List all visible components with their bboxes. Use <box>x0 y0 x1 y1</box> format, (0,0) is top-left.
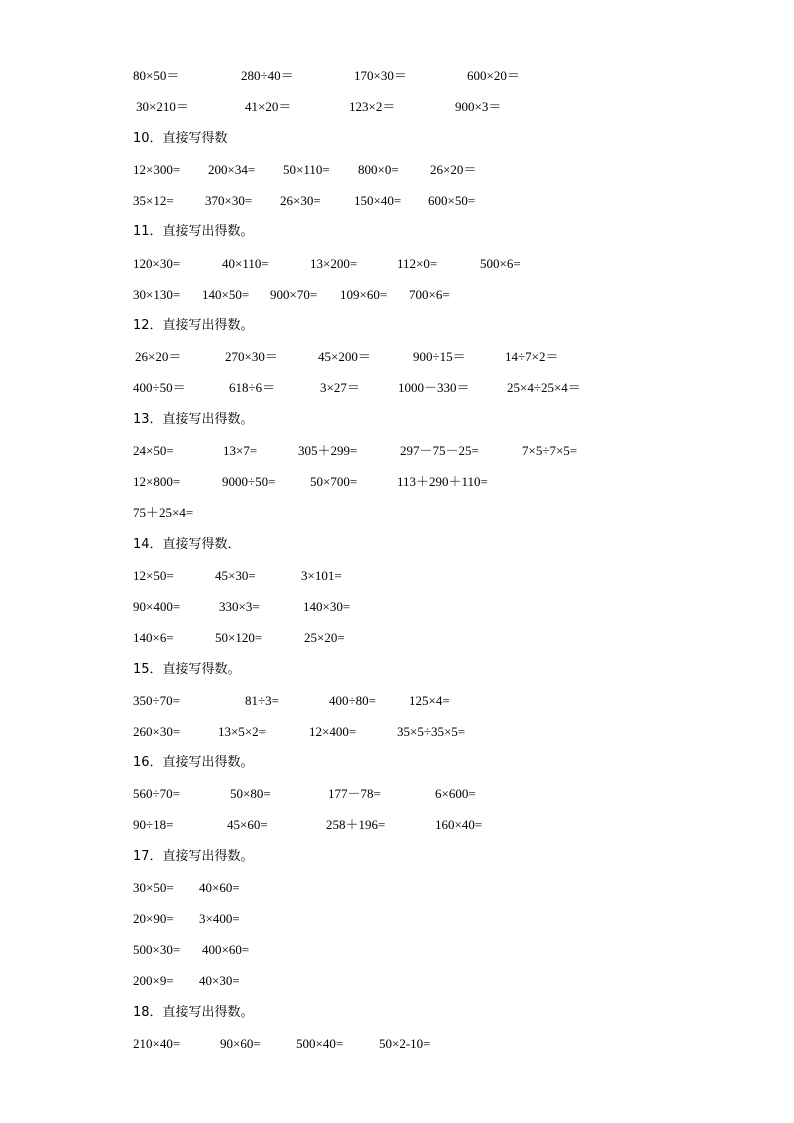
arithmetic-problem: 900×3＝ <box>455 99 502 114</box>
arithmetic-problem: 25×4÷25×4＝ <box>507 380 581 395</box>
problem-row <box>0 503 794 523</box>
arithmetic-problem: 81÷3= <box>245 693 279 708</box>
arithmetic-problem: 3×27＝ <box>320 380 360 395</box>
arithmetic-problem: 500×30= <box>133 942 181 957</box>
arithmetic-problem: 280÷40＝ <box>241 68 294 83</box>
arithmetic-problem: 13×5×2= <box>218 724 266 739</box>
arithmetic-problem: 40×30= <box>199 973 240 988</box>
arithmetic-problem: 900×70= <box>270 287 318 302</box>
arithmetic-problem: 400÷80= <box>329 693 376 708</box>
arithmetic-problem: 12×800= <box>133 474 181 489</box>
arithmetic-problem: 12×300= <box>133 162 181 177</box>
arithmetic-problem: 40×110= <box>222 256 269 271</box>
question-heading-s14: 14．直接写得数． <box>133 537 241 552</box>
arithmetic-problem: 330×3= <box>219 599 260 614</box>
arithmetic-problem: 25×20= <box>304 630 345 645</box>
arithmetic-problem: 500×40= <box>296 1036 344 1051</box>
arithmetic-problem: 24×50= <box>133 443 174 458</box>
arithmetic-problem: 600×20＝ <box>467 68 520 83</box>
arithmetic-problem: 700×6= <box>409 287 450 302</box>
question-heading-s18: 18．直接写出得数。 <box>133 1005 254 1020</box>
arithmetic-problem: 140×6= <box>133 630 174 645</box>
question-heading-s16: 16．直接写出得数。 <box>133 755 254 770</box>
arithmetic-problem: 50×110= <box>283 162 330 177</box>
arithmetic-problem: 150×40= <box>354 193 402 208</box>
arithmetic-problem: 30×130= <box>133 287 181 302</box>
arithmetic-problem: 50×80= <box>230 786 271 801</box>
arithmetic-problem: 90÷18= <box>133 817 174 832</box>
arithmetic-problem: 260×30= <box>133 724 181 739</box>
arithmetic-problem: 30×50= <box>133 880 174 895</box>
arithmetic-problem: 6×600= <box>435 786 476 801</box>
problem-row <box>0 971 794 991</box>
problem-row <box>0 378 794 398</box>
arithmetic-problem: 90×400= <box>133 599 181 614</box>
question-heading-s10: 10．直接写得数 <box>133 131 228 146</box>
arithmetic-problem: 90×60= <box>220 1036 261 1051</box>
arithmetic-problem: 45×200＝ <box>318 349 371 364</box>
problem-row <box>0 628 794 648</box>
arithmetic-problem: 13×7= <box>223 443 258 458</box>
arithmetic-problem: 210×40= <box>133 1036 181 1051</box>
problem-row <box>0 254 794 274</box>
arithmetic-problem: 1000－330＝ <box>398 380 470 395</box>
problem-row <box>0 66 794 86</box>
arithmetic-problem: 120×30= <box>133 256 181 271</box>
arithmetic-problem: 170×30＝ <box>354 68 407 83</box>
arithmetic-problem: 618÷6＝ <box>229 380 276 395</box>
arithmetic-problem: 30×210＝ <box>136 99 189 114</box>
arithmetic-problem: 113＋290＋110= <box>397 474 488 489</box>
arithmetic-problem: 270×30＝ <box>225 349 278 364</box>
arithmetic-problem: 3×400= <box>199 911 240 926</box>
arithmetic-problem: 7×5÷7×5= <box>522 443 578 458</box>
arithmetic-problem: 12×50= <box>133 568 174 583</box>
problem-row <box>0 784 794 804</box>
problem-row <box>0 691 794 711</box>
arithmetic-problem: 50×120= <box>215 630 263 645</box>
problem-row <box>0 722 794 742</box>
problem-row <box>0 285 794 305</box>
arithmetic-problem: 140×30= <box>303 599 351 614</box>
arithmetic-problem: 26×20＝ <box>135 349 182 364</box>
arithmetic-problem: 9000÷50= <box>222 474 276 489</box>
arithmetic-problem: 200×9= <box>133 973 174 988</box>
arithmetic-problem: 305＋299= <box>298 443 358 458</box>
arithmetic-problem: 75＋25×4= <box>133 505 194 520</box>
problem-row <box>0 472 794 492</box>
problem-row <box>0 815 794 835</box>
problem-row <box>0 441 794 461</box>
arithmetic-problem: 258＋196= <box>326 817 386 832</box>
arithmetic-problem: 14÷7×2＝ <box>505 349 559 364</box>
arithmetic-problem: 125×4= <box>409 693 450 708</box>
arithmetic-problem: 112×0= <box>397 256 438 271</box>
arithmetic-problem: 3×101= <box>301 568 342 583</box>
arithmetic-problem: 600×50= <box>428 193 476 208</box>
problem-row <box>0 940 794 960</box>
arithmetic-problem: 200×34= <box>208 162 256 177</box>
question-heading-s15: 15．直接写得数。 <box>133 662 241 677</box>
arithmetic-problem: 370×30= <box>205 193 253 208</box>
arithmetic-problem: 35×12= <box>133 193 174 208</box>
arithmetic-problem: 177－78= <box>328 786 381 801</box>
arithmetic-problem: 50×2-10= <box>379 1036 431 1051</box>
problem-row <box>0 878 794 898</box>
question-heading-s12: 12．直接写出得数。 <box>133 318 254 333</box>
problem-row <box>0 347 794 367</box>
problem-row <box>0 97 794 117</box>
question-heading-s13: 13．直接写出得数。 <box>133 412 254 427</box>
arithmetic-problem: 400×60= <box>202 942 250 957</box>
problem-row <box>0 1034 794 1054</box>
problem-row <box>0 160 794 180</box>
arithmetic-problem: 80×50＝ <box>133 68 180 83</box>
arithmetic-problem: 297－75－25= <box>400 443 479 458</box>
arithmetic-problem: 350÷70= <box>133 693 180 708</box>
arithmetic-problem: 400÷50＝ <box>133 380 186 395</box>
arithmetic-problem: 500×6= <box>480 256 521 271</box>
arithmetic-problem: 109×60= <box>340 287 388 302</box>
question-heading-s11: 11．直接写出得数。 <box>133 224 254 239</box>
question-heading-s17: 17．直接写出得数。 <box>133 849 254 864</box>
arithmetic-problem: 35×5÷35×5= <box>397 724 466 739</box>
arithmetic-problem: 45×60= <box>227 817 268 832</box>
arithmetic-problem: 20×90= <box>133 911 174 926</box>
arithmetic-problem: 123×2＝ <box>349 99 396 114</box>
arithmetic-problem: 800×0= <box>358 162 399 177</box>
problem-row <box>0 597 794 617</box>
arithmetic-problem: 900÷15＝ <box>413 349 466 364</box>
arithmetic-problem: 50×700= <box>310 474 358 489</box>
arithmetic-problem: 26×20＝ <box>430 162 477 177</box>
arithmetic-problem: 140×50= <box>202 287 250 302</box>
arithmetic-problem: 45×30= <box>215 568 256 583</box>
problem-row <box>0 566 794 586</box>
arithmetic-problem: 13×200= <box>310 256 358 271</box>
problem-row <box>0 909 794 929</box>
arithmetic-problem: 560÷70= <box>133 786 180 801</box>
arithmetic-problem: 41×20＝ <box>245 99 292 114</box>
problem-row <box>0 191 794 211</box>
arithmetic-problem: 160×40= <box>435 817 483 832</box>
arithmetic-problem: 12×400= <box>309 724 357 739</box>
arithmetic-problem: 40×60= <box>199 880 240 895</box>
arithmetic-problem: 26×30= <box>280 193 321 208</box>
